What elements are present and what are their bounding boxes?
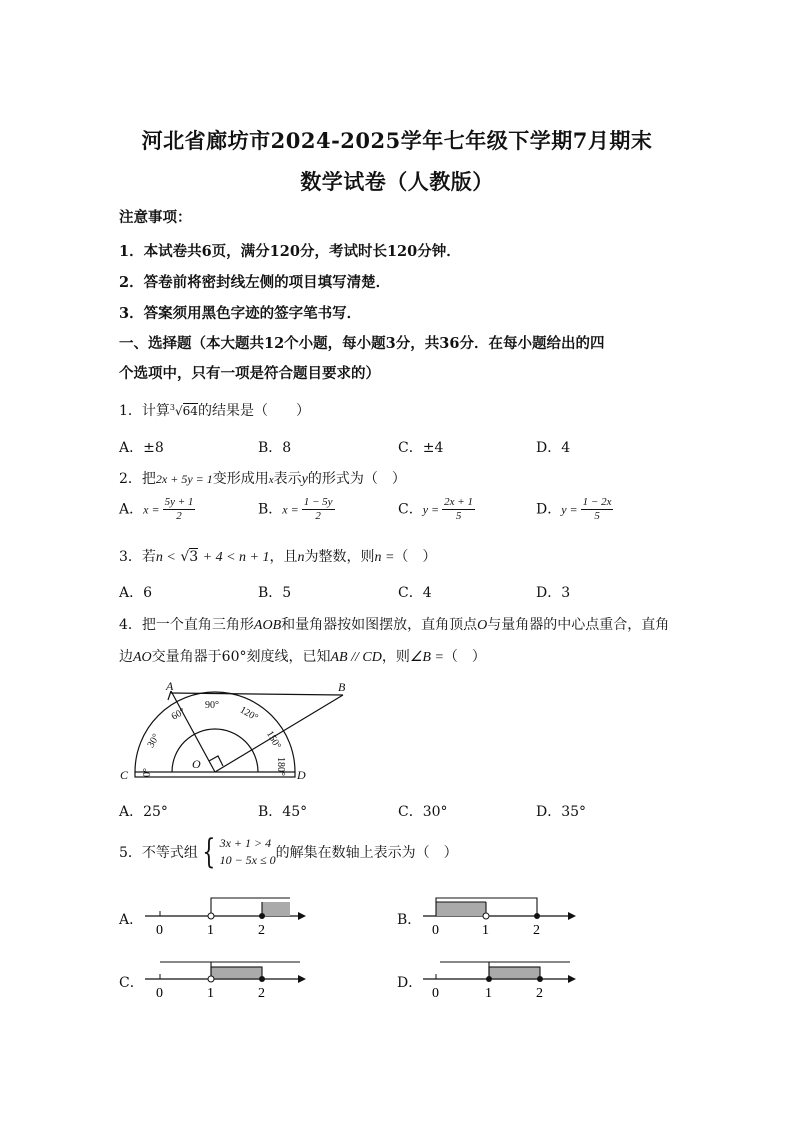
q5-row-1: 3x + 1 > 4 — [219, 836, 272, 850]
q2-text-3: 表示 — [273, 471, 302, 487]
q2-d-num: 1 − 2x — [582, 496, 612, 508]
tick-label-180: 180° — [275, 757, 286, 776]
tick-2: 2 — [258, 986, 265, 1001]
q2-c-label: C． — [398, 501, 423, 518]
closed-point — [534, 913, 540, 919]
arrow-icon — [298, 912, 306, 920]
arrow-icon — [298, 975, 306, 983]
open-point — [208, 913, 214, 919]
label-c: C — [120, 768, 129, 782]
tick-label-60: 60° — [169, 706, 188, 723]
q2-text-4: 的形式为（ ） — [307, 471, 406, 487]
q4-angle-b: ∠B = — [409, 650, 444, 665]
q1-option-a[interactable]: A．±8 — [119, 440, 164, 456]
q2-var-y: y — [301, 472, 308, 487]
tick-0: 0 — [156, 923, 163, 938]
q2-option-c[interactable] — [398, 496, 475, 523]
q3-text-4: （ ） — [394, 549, 437, 565]
q2-c-den: 5 — [455, 510, 462, 522]
q4-text-6: ，则 — [381, 649, 410, 665]
question-4-line1 — [119, 614, 669, 634]
tick-0: 0 — [432, 986, 439, 1001]
exam-subtitle: 数学试卷（人教版） — [300, 169, 494, 194]
tick-0: 0 — [432, 923, 439, 938]
q4-aob: AOB — [253, 618, 282, 633]
q2-d-den: 5 — [594, 510, 600, 522]
q5-option-c-numberline[interactable] — [140, 955, 310, 1003]
q2-b-label: B． — [258, 501, 283, 518]
q2-d-label: D． — [536, 501, 562, 518]
cube-root: $^3$√64 — [169, 403, 198, 418]
label-o: O — [192, 757, 201, 771]
q2-var-x: x — [268, 474, 274, 486]
q4-ao: AO — [133, 650, 152, 665]
q4-option-a[interactable]: A．25° — [119, 804, 168, 820]
notice-item-1: 1．本试卷共6页，满分120分，考试时长120分钟． — [119, 243, 461, 260]
q2-a-den: 2 — [176, 510, 182, 522]
q5-option-b-numberline[interactable] — [418, 890, 588, 940]
tick-1: 1 — [485, 986, 492, 1001]
q4-option-c[interactable]: C．30° — [398, 804, 448, 820]
q1-prefix: 1．计算 — [119, 403, 170, 419]
tick-label-90: 90° — [205, 700, 219, 711]
q2-c-num: 2x + 1 — [444, 496, 473, 508]
q5-option-c-label[interactable]: C． — [119, 975, 144, 991]
q2-b-num: 1 − 5y — [303, 496, 333, 508]
q4-text-2: 和量角器按如图摆放，直角顶点 — [281, 617, 478, 633]
q2-a-num: 5y + 1 — [164, 496, 194, 508]
q3-option-d[interactable]: D．3 — [536, 585, 571, 601]
inequality-system — [198, 832, 276, 872]
q5-option-d-label[interactable]: D． — [397, 975, 423, 991]
q2-option-a[interactable] — [119, 496, 195, 523]
q3-text-2: ，且 — [269, 549, 298, 565]
q3-ineq-a: n < — [155, 550, 176, 565]
question-4-line2 — [119, 646, 486, 666]
tick-1: 1 — [482, 923, 489, 938]
q1-suffix: 的结果是（ ） — [197, 403, 310, 419]
protractor-base — [135, 772, 295, 777]
protractor-inner-arc — [172, 729, 258, 772]
q1-option-b[interactable]: B．8 — [258, 440, 292, 456]
q5-option-a-numberline[interactable] — [140, 890, 310, 940]
q3-option-a[interactable]: A．6 — [119, 585, 153, 601]
tick-0: 0 — [156, 986, 163, 1001]
q2-option-d[interactable] — [536, 496, 613, 523]
tick-1: 1 — [207, 923, 214, 938]
question-3: 3．若n < √3 + 4 < n + 1，且n为整数，则n =（ ） — [119, 549, 437, 565]
q5-option-b-label[interactable]: B． — [397, 912, 422, 928]
q1-option-c[interactable]: C．±4 — [398, 440, 444, 456]
q4-o: O — [477, 618, 488, 633]
closed-point — [259, 976, 265, 982]
tick-2: 2 — [533, 923, 540, 938]
q2-text-2: 变形成用 — [212, 471, 269, 487]
exam-title: 河北省廊坊市2024-2025学年七年级下学期7月期末 — [141, 128, 653, 153]
q2-text-1: 2．把 — [119, 471, 156, 487]
section-heading-line2: 个选项中，只有一项是符合题目要求的） — [119, 365, 380, 382]
notice-item-2: 2．答卷前将密封线左侧的项目填写清楚． — [119, 274, 391, 291]
closed-point — [537, 976, 543, 982]
tick-label-150: 150° — [263, 729, 283, 752]
q4-parallel: AB // CD — [330, 650, 382, 665]
q5-row-2: 10 − 5x ≤ 0 — [219, 853, 276, 867]
q3-text-3: 为整数，则 — [304, 549, 375, 565]
tick-2: 2 — [258, 923, 265, 938]
q4-option-b[interactable]: B．45° — [258, 804, 308, 820]
tick-label-0: 0° — [142, 768, 153, 777]
q4-text-5: 交量角器于60°刻度线，已知 — [151, 649, 331, 665]
tick-label-120: 120° — [237, 704, 260, 724]
question-2 — [119, 468, 406, 488]
q4-option-d[interactable]: D．35° — [536, 804, 587, 820]
label-a: A — [166, 679, 174, 693]
q2-option-b[interactable] — [258, 496, 335, 523]
arrow-icon — [568, 975, 576, 983]
closed-point — [486, 976, 492, 982]
protractor-figure — [115, 675, 346, 785]
question-1 — [119, 400, 310, 420]
q4-text-3: 与量角器的中心点重合，直角 — [487, 617, 670, 633]
q2-c-lhs: y = — [422, 502, 440, 517]
section-heading-line1: 一、选择题（本大题共12个小题，每小题3分，共36分．在每小题给出的四 — [119, 335, 605, 352]
q5-option-a-label[interactable]: A． — [119, 912, 144, 928]
notice-item-3: 3．答案须用黑色字迹的签字笔书写． — [119, 305, 362, 322]
arrow-icon — [568, 912, 576, 920]
q3-ineq-b: + 4 < n + 1 — [202, 550, 270, 565]
q2-equation: 2x + 5y = 1 — [155, 472, 213, 486]
q3-option-b[interactable]: B．5 — [258, 585, 292, 601]
q2-b-den: 2 — [315, 510, 321, 522]
q5-prefix: 5．不等式组 — [119, 845, 198, 861]
open-point — [208, 976, 214, 982]
q1-option-d[interactable]: D．4 — [536, 440, 571, 456]
q2-b-lhs: x = — [282, 502, 299, 517]
q2-d-lhs: y = — [561, 502, 578, 517]
q4-text-4: 边 — [119, 649, 133, 665]
q2-a-label: A． — [119, 501, 144, 518]
q3-var-n: n — [297, 550, 305, 565]
q3-var-n2: n = — [374, 550, 395, 565]
tick-label-30: 30° — [145, 732, 163, 750]
q5-option-d-numberline[interactable] — [418, 955, 588, 1003]
q4-text-7: （ ） — [443, 649, 486, 665]
q4-text-1: 4．把一个直角三角形 — [119, 617, 254, 633]
q2-a-lhs: x = — [143, 502, 160, 517]
q3-sqrt-arg: 3 — [189, 549, 199, 565]
brace-icon: { — [202, 832, 216, 872]
label-b: B — [338, 680, 346, 694]
q3-text-1: 3．若 — [119, 549, 156, 565]
notice-heading: 注意事项： — [119, 209, 192, 226]
question-5 — [119, 832, 458, 872]
tick-2: 2 — [536, 986, 543, 1001]
open-point — [483, 913, 489, 919]
tick-1: 1 — [207, 986, 214, 1001]
q3-option-c[interactable]: C．4 — [398, 585, 432, 601]
label-d: D — [297, 768, 306, 782]
closed-point — [259, 913, 265, 919]
q5-suffix: 的解集在数轴上表示为（ ） — [275, 845, 458, 861]
